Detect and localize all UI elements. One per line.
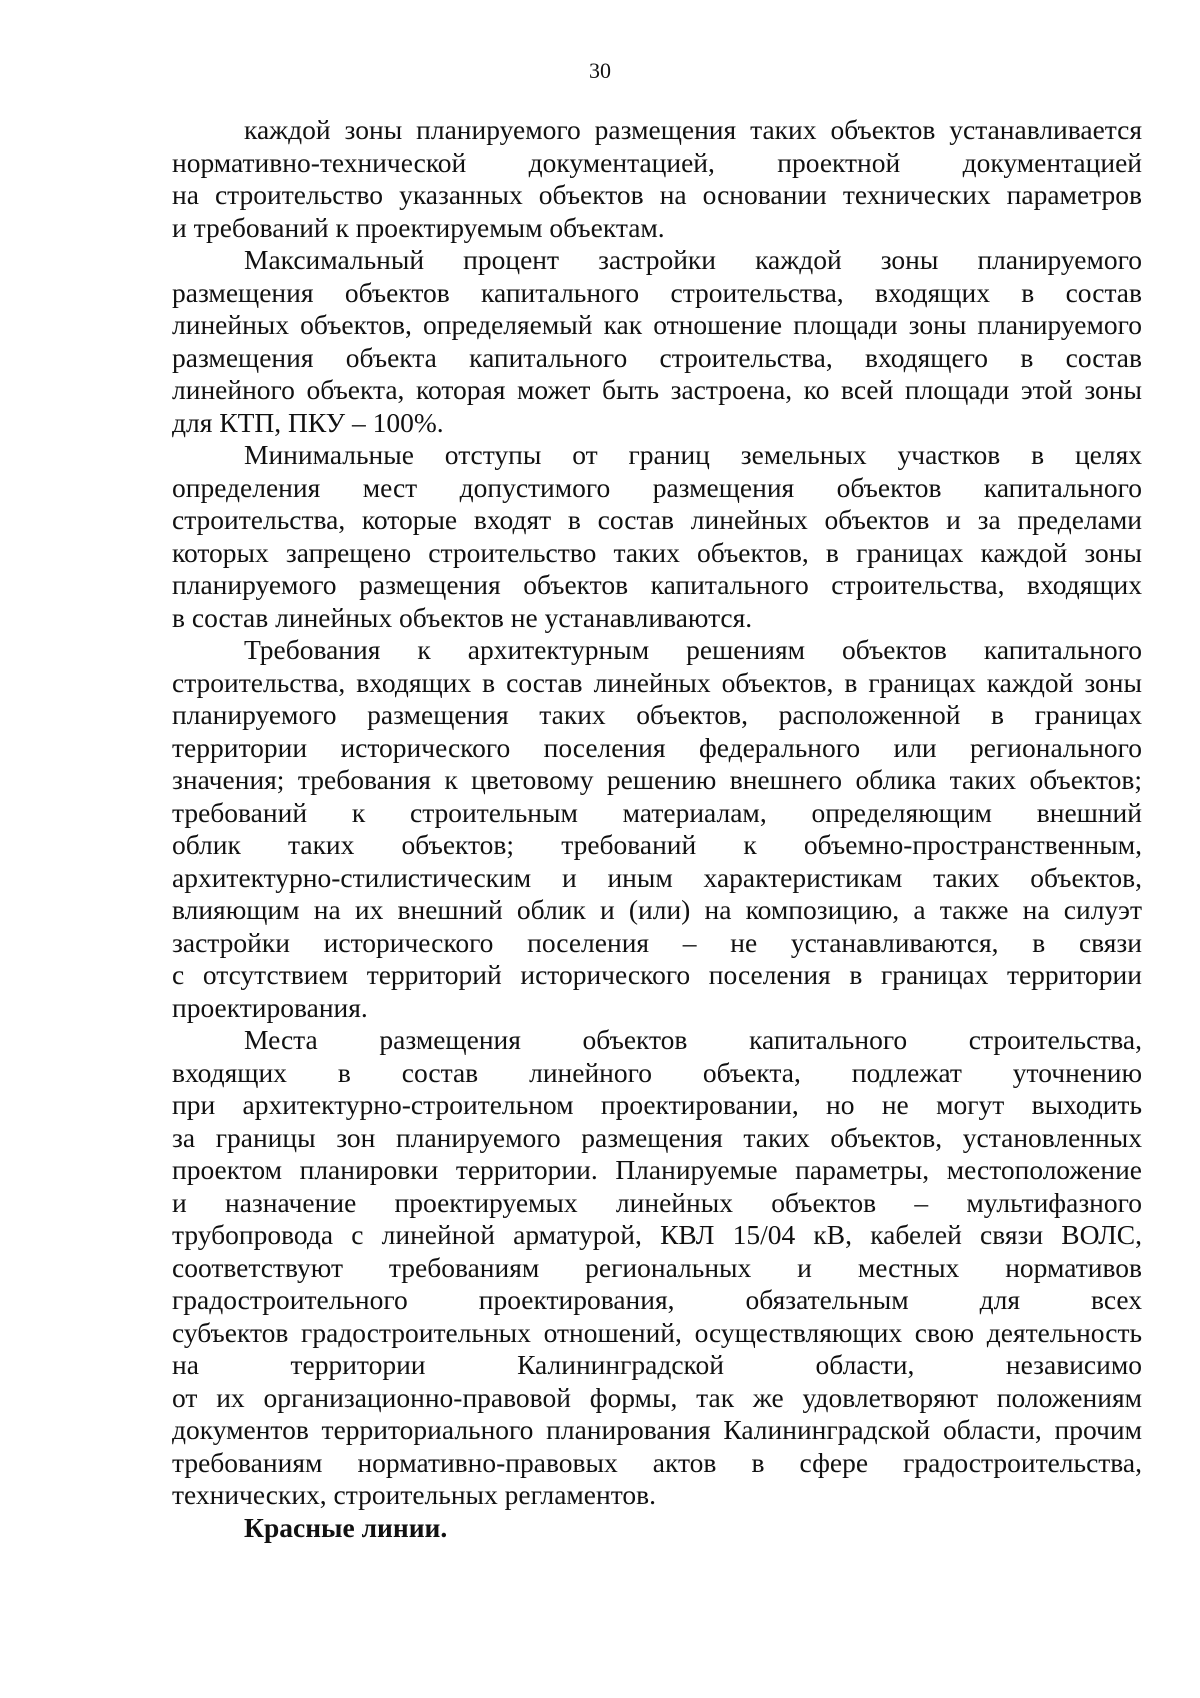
paragraph-line: размещения объектов капитального строительства, входящих в состав	[172, 276, 1142, 308]
paragraph	[172, 439, 1142, 634]
paragraph	[172, 244, 1142, 439]
paragraph-line: и назначение проектируемых линейных объектов – мультифазного	[172, 1186, 1142, 1218]
paragraph-line: требований к строительным материалам, определяющим внешний	[172, 796, 1142, 828]
paragraph-line: нормативно-технической документацией, проектной документацией	[172, 146, 1142, 178]
paragraph-line: трубопровода с линейной арматурой, КВЛ 15/04 кВ, кабелей связи ВОЛС,	[172, 1219, 1142, 1250]
paragraph-line: с отсутствием территорий исторического поселения в границах территории	[172, 959, 1142, 990]
paragraph-line: технических, строительных регламентов.	[172, 1479, 656, 1510]
paragraph	[172, 1024, 1142, 1512]
section-heading: Красные линии.	[244, 1511, 448, 1543]
paragraph-line: соответствуют требованиям региональных и местных нормативов	[172, 1251, 1142, 1283]
paragraph-line: за границы зон планируемого размещения таких объектов, установленных	[172, 1121, 1142, 1153]
paragraph-line: архитектурно-стилистическим и иным характеристикам таких объектов,	[172, 861, 1142, 893]
paragraph-line: Максимальный процент застройки каждой зоны планируемого	[244, 244, 1142, 275]
paragraph-line: облик таких объектов; требований к объемно-пространственным,	[172, 829, 1142, 860]
paragraph-line: градостроительного проектирования, обязательным для всех	[172, 1284, 1142, 1315]
paragraph-line: строительства, которые входят в состав линейных объектов и за пределами	[172, 504, 1142, 535]
page-number: 30	[589, 58, 611, 83]
paragraph-line: каждой зоны планируемого размещения таких объектов устанавливается	[244, 114, 1142, 145]
paragraph-line: при архитектурно-строительном проектировании, но не могут выходить	[172, 1089, 1142, 1120]
paragraph-line: от их организационно-правовой формы, так же удовлетворяют положениям	[172, 1381, 1142, 1413]
paragraphs	[172, 114, 1142, 1512]
paragraph-line: территории исторического поселения федерального или регионального	[172, 731, 1142, 763]
paragraph-line: субъектов градостроительных отношений, осуществляющих свою деятельность	[172, 1316, 1142, 1348]
paragraph-line: Места размещения объектов капитального строительства,	[244, 1024, 1142, 1055]
paragraph-line: планируемого размещения объектов капитального строительства, входящих	[172, 569, 1142, 600]
paragraph-line: и требований к проектируемым объектам.	[172, 211, 665, 243]
paragraph-line: на территории Калининградской области, независимо	[172, 1349, 1142, 1380]
paragraph-line: определения мест допустимого размещения объектов капитального	[172, 471, 1142, 503]
paragraph-line: в состав линейных объектов не устанавливаются.	[172, 601, 753, 633]
paragraph-line: документов территориального планирования Калининградской области, прочим	[172, 1414, 1142, 1445]
paragraph-line: Требования к архитектурным решениям объектов капитального	[244, 634, 1142, 665]
paragraph-line: влияющим на их внешний облик и (или) на композицию, а также на силуэт	[172, 894, 1142, 925]
paragraph-line: застройки исторического поселения – не устанавливаются, в связи	[172, 926, 1142, 958]
paragraph-line: которых запрещено строительство таких объектов, в границах каждой зоны	[172, 536, 1142, 568]
paragraph-line: Минимальные отступы от границ земельных участков в целях	[244, 439, 1142, 470]
document-body	[172, 114, 1142, 1544]
paragraph-line: значения; требования к цветовому решению внешнего облика таких объектов;	[172, 764, 1142, 795]
paragraph-line: линейного объекта, которая может быть застроена, ко всей площади этой зоны	[172, 374, 1142, 405]
paragraph-line: планируемого размещения таких объектов, расположенной в границах	[172, 699, 1142, 730]
paragraph-line: входящих в состав линейного объекта, подлежат уточнению	[172, 1056, 1142, 1088]
paragraph-line: требованиям нормативно-правовых актов в сфере градостроительства,	[172, 1446, 1142, 1478]
paragraph-line: линейных объектов, определяемый как отношение площади зоны планируемого	[172, 309, 1142, 340]
paragraph	[172, 634, 1142, 1024]
paragraph-line: проектом планировки территории. Планируемые параметры, местоположение	[172, 1154, 1142, 1185]
paragraph-line: проектирования.	[172, 991, 368, 1023]
paragraph-line: строительства, входящих в состав линейных объектов, в границах каждой зоны	[172, 666, 1142, 698]
paragraph-line: на строительство указанных объектов на основании технических параметров	[172, 179, 1142, 210]
paragraph-line: для КТП, ПКУ – 100%.	[172, 406, 444, 438]
paragraph	[172, 114, 1142, 244]
paragraph-line: размещения объекта капитального строительства, входящего в состав	[172, 341, 1142, 373]
